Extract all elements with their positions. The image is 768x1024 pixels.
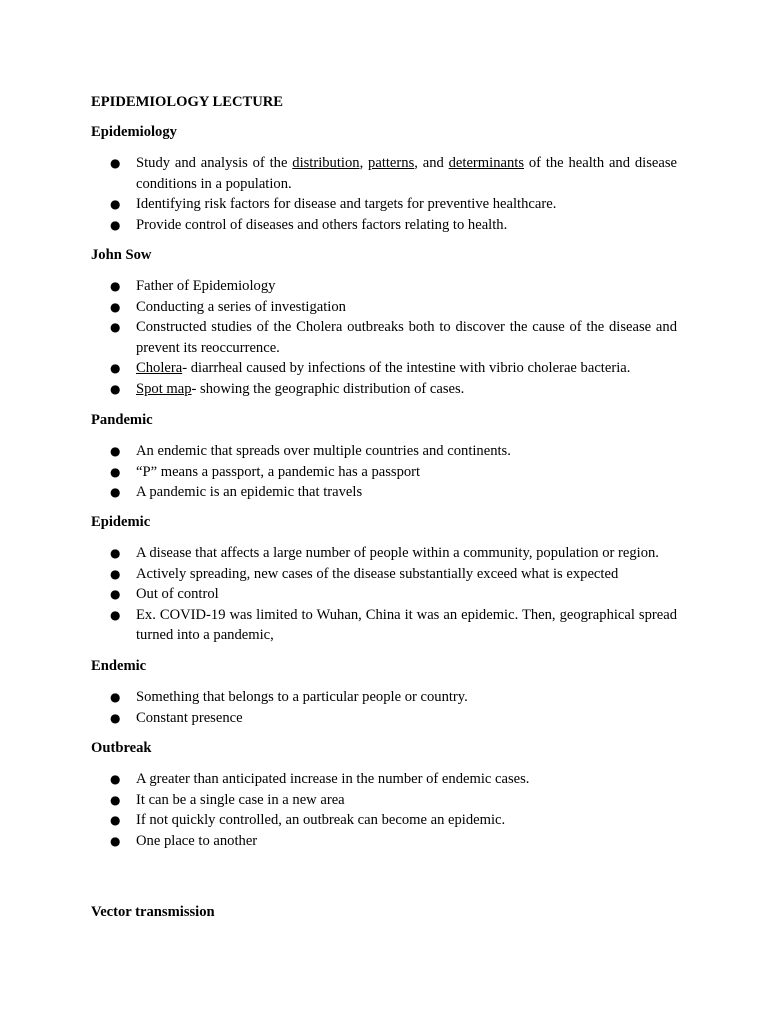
bullet-icon: ● [110, 792, 121, 807]
section-heading-john-sow: John Sow [91, 247, 152, 263]
list-item [0, 564, 768, 585]
bullet-icon: ● [110, 156, 121, 170]
bullet-icon: ● [110, 546, 121, 560]
item-text: Ex. COVID-19 was limited to Wuhan, China it was an epidemic. Then, geographical spread turned into a pandemic, [136, 606, 677, 644]
underlined-term-cholera: Cholera [136, 360, 183, 377]
underlined-term-spot-map: Spot map [136, 380, 192, 397]
bullet-icon: ● [110, 444, 121, 458]
list-item [0, 379, 768, 400]
item-text: One place to another [136, 832, 258, 849]
item-text: Constructed studies of the Cholera outbreaks both to discover the cause of the disease and prevent its reoccurrence. [136, 319, 677, 356]
item-text: A greater than anticipated increase in the number of endemic cases. [136, 771, 530, 787]
epidemic-list [0, 543, 768, 646]
list-item [0, 790, 768, 811]
bullet-icon: ● [110, 464, 121, 479]
endemic-list [0, 687, 768, 728]
bullet-icon: ● [110, 279, 121, 293]
list-item [0, 584, 768, 605]
item-text: Conducting a series of investigation [136, 298, 346, 315]
section-heading-endemic: Endemic [91, 658, 147, 674]
epidemiology-list [0, 153, 768, 235]
john-sow-list [0, 276, 768, 400]
item-text: - showing the geographic distribution of cases. [191, 380, 465, 397]
bullet-icon: ● [110, 217, 121, 232]
section-heading-pandemic: Pandemic [91, 412, 153, 428]
item-text: It can be a single case in a new area [136, 791, 345, 808]
document-title: EPIDEMIOLOGY LECTURE [91, 94, 284, 110]
item-text: Study and analysis of the [136, 155, 293, 171]
list-item [0, 297, 768, 318]
bullet-icon: ● [110, 197, 121, 212]
list-item [0, 317, 768, 358]
bullet-icon: ● [110, 710, 121, 725]
item-text: of the health and disease conditions in a population. [136, 155, 677, 192]
item-text: , [359, 155, 369, 171]
item-text: Father of Epidemiology [136, 278, 276, 294]
bullet-icon: ● [110, 772, 121, 786]
list-item [0, 441, 768, 462]
section-heading-vector-transmission: Vector transmission [91, 904, 215, 920]
bullet-icon: ● [110, 361, 121, 376]
item-text: A pandemic is an epidemic that travels [136, 484, 363, 501]
underlined-term-determinants: determinants [448, 155, 525, 171]
list-item [0, 810, 768, 831]
list-item [0, 276, 768, 297]
list-item [0, 831, 768, 852]
section-heading-epidemic: Epidemic [91, 514, 151, 530]
bullet-icon: ● [110, 607, 121, 622]
underlined-term-distribution: distribution [292, 155, 360, 171]
item-text: Actively spreading, new cases of the disease substantially exceed what is expected [136, 565, 619, 582]
bullet-icon: ● [110, 381, 121, 396]
bullet-icon: ● [110, 833, 121, 848]
list-item [0, 153, 768, 194]
item-text: A disease that affects a large number of people within a community, population or region. [136, 545, 659, 561]
item-text: If not quickly controlled, an outbreak can become an epidemic. [136, 812, 506, 829]
pandemic-list [0, 441, 768, 503]
list-item [0, 687, 768, 708]
item-text: Provide control of diseases and others factors relating to health. [136, 216, 508, 233]
list-item [0, 769, 768, 790]
outbreak-list [0, 769, 768, 851]
bullet-icon: ● [110, 587, 121, 602]
list-item [0, 358, 768, 379]
bullet-icon: ● [110, 320, 121, 335]
item-text: - diarrheal caused by infections of the intestine with vibrio cholerae bacteria. [182, 360, 631, 377]
bullet-icon: ● [110, 299, 121, 314]
item-text: Constant presence [136, 709, 243, 726]
list-item [0, 482, 768, 503]
item-text: “P” means a passport, a pandemic has a passport [136, 463, 421, 480]
list-item [0, 605, 768, 646]
section-heading-outbreak: Outbreak [91, 740, 152, 756]
item-text: Out of control [136, 586, 219, 603]
list-item [0, 543, 768, 564]
bullet-icon: ● [110, 813, 121, 828]
bullet-icon: ● [110, 566, 121, 581]
item-text: Something that belongs to a particular people or country. [136, 689, 468, 705]
list-item [0, 215, 768, 236]
list-item [0, 708, 768, 729]
bullet-icon: ● [110, 690, 121, 704]
item-text: Identifying risk factors for disease and targets for preventive healthcare. [136, 196, 557, 213]
bullet-icon: ● [110, 485, 121, 500]
item-text: An endemic that spreads over multiple countries and continents. [136, 443, 511, 459]
item-text: , and [414, 155, 449, 171]
underlined-term-patterns: patterns [368, 155, 415, 171]
list-item [0, 194, 768, 215]
section-heading-epidemiology: Epidemiology [91, 124, 177, 140]
list-item [0, 462, 768, 483]
